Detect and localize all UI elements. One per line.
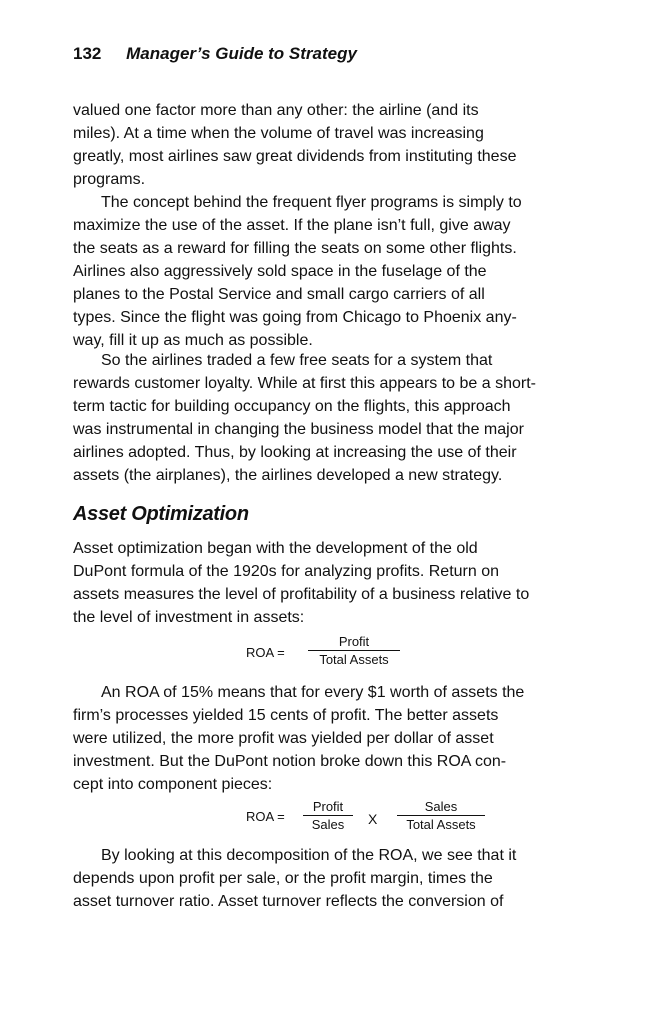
text-line: valued one factor more than any other: the airline (and its [73, 102, 479, 119]
text-line: DuPont formula of the 1920s for analyzing profits. Return on [73, 563, 500, 580]
text-line: cept into component pieces: [73, 776, 273, 793]
text-line: the level of investment in assets: [73, 609, 305, 626]
text-line: the seats as a reward for filling the seats on some other flights. [73, 240, 517, 257]
text-line: The concept behind the frequent flyer programs is simply to [101, 194, 522, 211]
text-line: assets (the airplanes), the airlines developed a new strategy. [73, 467, 503, 484]
section-heading: Asset Optimization [73, 503, 249, 525]
running-title: Manager’s Guide to Strategy [126, 44, 357, 63]
text-line: greatly, most airlines saw great dividends from instituting these [73, 148, 517, 165]
text-line: So the airlines traded a few free seats for a system that [101, 352, 493, 369]
formula-lhs: ROA = [246, 645, 285, 660]
text-line: was instrumental in changing the business model that the major [73, 421, 524, 438]
text-line: airlines adopted. Thus, by looking at increasing the use of their [73, 444, 517, 461]
multiply-sign: X [368, 811, 378, 827]
fraction-numerator: Sales [424, 799, 458, 814]
text-line: planes to the Postal Service and small cargo carriers of all [73, 286, 485, 303]
text-line: types. Since the flight was going from Chicago to Phoenix any- [73, 309, 517, 326]
text-line: Airlines also aggressively sold space in the fuselage of the [73, 263, 487, 280]
text-line: An ROA of 15% means that for every $1 worth of assets the [101, 684, 525, 701]
text-line: assets measures the level of profitability of a business relative to [73, 586, 530, 603]
page-header [73, 44, 357, 64]
text-line: investment. But the DuPont notion broke down this ROA con- [73, 753, 507, 770]
text-line: Asset optimization began with the development of the old [73, 540, 478, 557]
text-line: miles). At a time when the volume of travel was increasing [73, 125, 484, 142]
fraction-sales-over-assets [397, 799, 485, 832]
fraction-denominator: Total Assets [406, 817, 476, 832]
fraction-profit-over-sales [303, 799, 353, 832]
text-line: rewards customer loyalty. While at first this appears to be a short- [73, 375, 536, 392]
text-line: programs. [73, 171, 146, 188]
fraction-denominator: Total Assets [319, 652, 389, 667]
fraction-denominator: Sales [311, 817, 345, 832]
text-line: firm’s processes yielded 15 cents of profit. The better assets [73, 707, 499, 724]
page-number: 132 [73, 44, 102, 63]
text-line: way, fill it up as much as possible. [73, 332, 313, 349]
text-line: were utilized, the more profit was yielded per dollar of asset [73, 730, 494, 747]
fraction-profit-over-assets [308, 634, 400, 667]
text-line: By looking at this decomposition of the ROA, we see that it [101, 847, 517, 864]
text-line: term tactic for building occupancy on the flights, this approach [73, 398, 511, 415]
text-line: maximize the use of the asset. If the plane isn’t full, give away [73, 217, 511, 234]
formula-lhs: ROA = [246, 809, 285, 824]
text-line: asset turnover ratio. Asset turnover reflects the conversion of [73, 893, 504, 910]
fraction-numerator: Profit [312, 799, 344, 814]
text-line: depends upon profit per sale, or the profit margin, times the [73, 870, 493, 887]
fraction-numerator: Profit [338, 634, 370, 649]
